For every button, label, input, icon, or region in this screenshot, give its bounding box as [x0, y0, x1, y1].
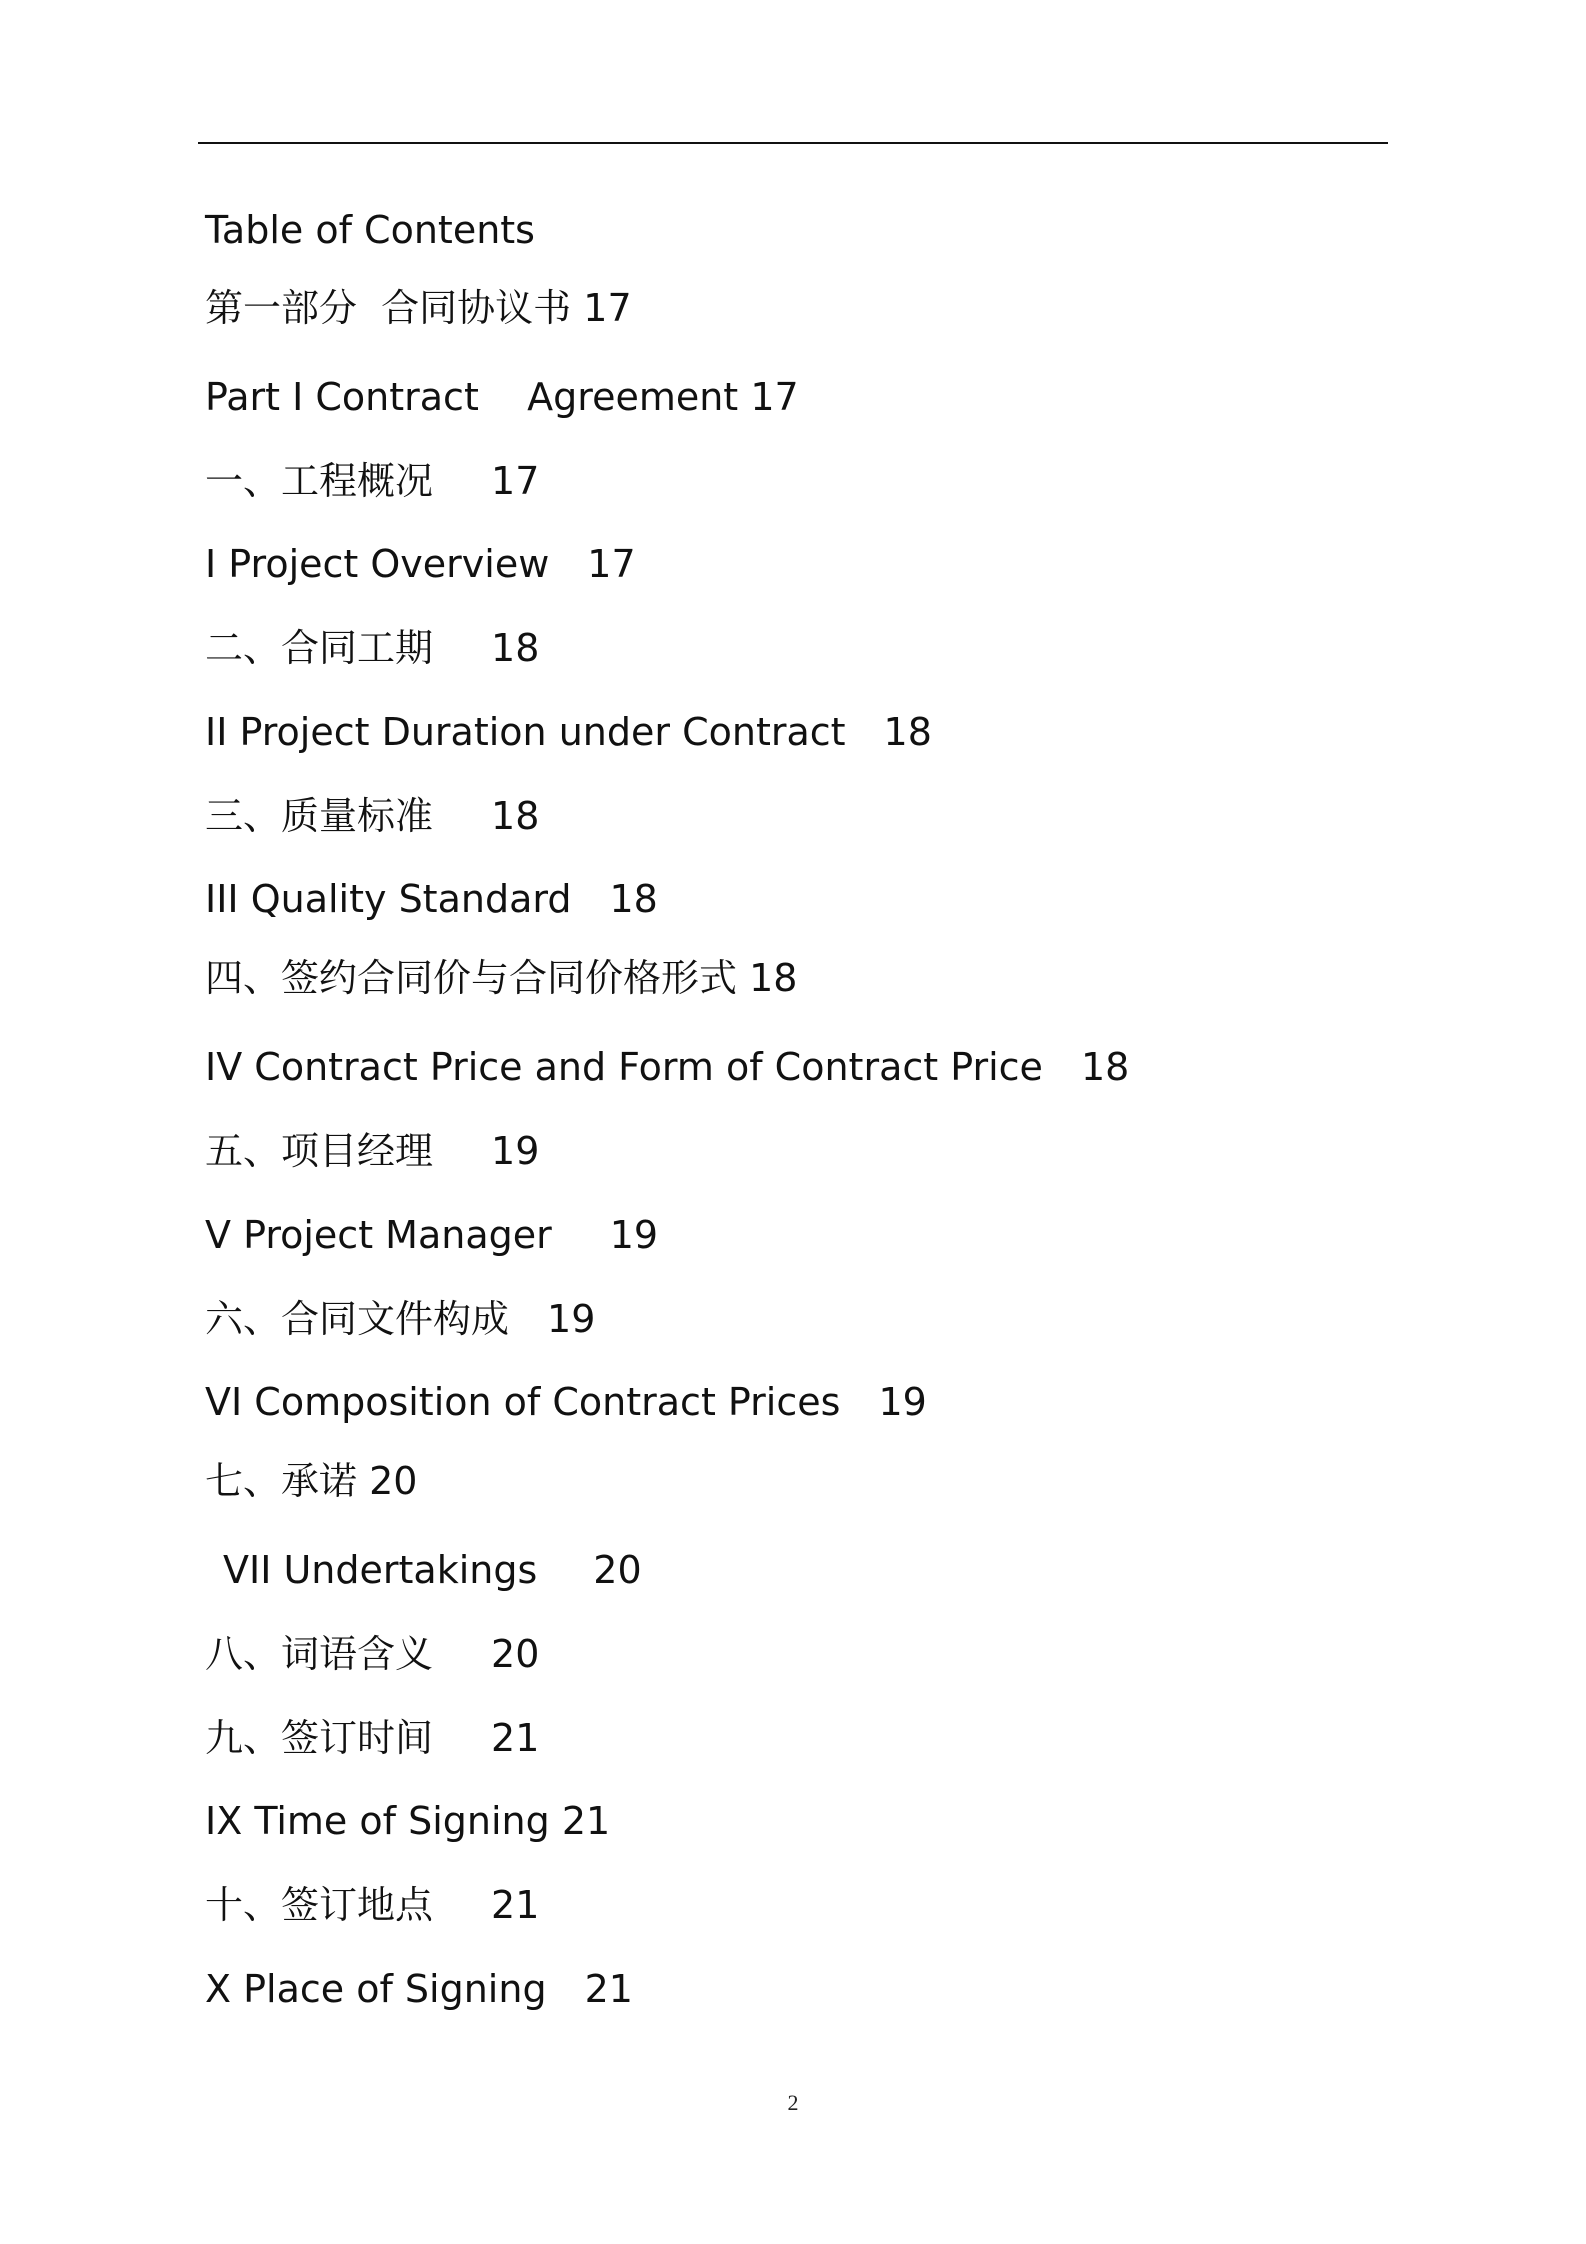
toc-entry-page: 18 [749, 956, 798, 1000]
toc-entry-title: VII Undertakings [223, 1548, 538, 1592]
toc-entry-1-cn[interactable] [205, 457, 539, 505]
toc-entry-page: 21 [561, 1799, 611, 1843]
toc-entry-5-en[interactable] [205, 1211, 658, 1259]
toc-entry-title: 八、词语含义 [205, 1632, 434, 1676]
toc-entry-2-en[interactable] [205, 708, 932, 756]
toc-entry-5-cn[interactable] [205, 1127, 539, 1175]
toc-entry-title: 十、签订地点 [205, 1883, 434, 1927]
toc-entry-page: 19 [878, 1380, 927, 1424]
toc-entry-9-cn[interactable] [205, 1714, 539, 1762]
toc-entry-title: 一、工程概况 [205, 459, 434, 503]
toc-entry-7-en[interactable] [223, 1546, 642, 1594]
toc-entry-1-en[interactable] [205, 540, 636, 588]
toc-entry-title: X Place of Signing [205, 1967, 547, 2011]
toc-entry-page: 18 [491, 626, 540, 670]
toc-entry-title: 四、签约合同价与合同价格形式 [205, 956, 738, 1000]
toc-entry-2-cn[interactable] [205, 624, 539, 672]
toc-entry-8-cn[interactable] [205, 1630, 539, 1678]
toc-entry-page: 20 [491, 1632, 540, 1676]
toc-entry-title: III Quality Standard [205, 877, 572, 921]
toc-entry-7-cn[interactable] [205, 1457, 417, 1505]
toc-entry-6-en[interactable] [205, 1378, 927, 1426]
toc-entry-page: 17 [491, 459, 540, 503]
toc-entry-page: 18 [491, 794, 540, 838]
toc-entry-title: II Project Duration under Contract [205, 710, 846, 754]
toc-entry-part-1-cn[interactable] [205, 284, 632, 332]
toc-entry-6-cn[interactable] [205, 1295, 595, 1343]
toc-entry-title: 九、签订时间 [205, 1716, 434, 1760]
toc-entry-title: 六、合同文件构成 [205, 1297, 510, 1341]
toc-heading: Table of Contents [205, 208, 535, 252]
toc-entry-title: 第一部分 合同协议书 [205, 286, 572, 330]
toc-entry-title: V Project Manager [205, 1213, 552, 1257]
toc-entry-page: 19 [609, 1213, 659, 1257]
toc-entry-title: VI Composition of Contract Prices [205, 1380, 841, 1424]
toc-entry-page: 17 [587, 542, 636, 586]
toc-entry-part-1-en[interactable] [205, 373, 799, 421]
header-rule [198, 142, 1388, 144]
toc-entry-title: 二、合同工期 [205, 626, 434, 670]
toc-entry-page: 17 [750, 375, 799, 419]
toc-entry-page: 21 [491, 1883, 540, 1927]
toc-entry-page: 18 [883, 710, 932, 754]
toc-entry-4-cn[interactable] [205, 954, 797, 1002]
toc-entry-3-cn[interactable] [205, 792, 539, 840]
toc-entry-page: 17 [583, 286, 632, 330]
toc-entry-page: 21 [584, 1967, 633, 2011]
toc-entry-page: 18 [1080, 1045, 1130, 1089]
toc-entry-page: 20 [369, 1459, 418, 1503]
toc-entry-page: 18 [609, 877, 658, 921]
toc-entry-4-en[interactable] [205, 1043, 1129, 1091]
toc-entry-title: IX Time of Signing [205, 1799, 550, 1843]
toc-entry-title: 七、承诺 [205, 1459, 358, 1503]
page-number: 2 [787, 2090, 799, 2115]
toc-entry-page: 20 [593, 1548, 642, 1592]
toc-entry-title: 五、项目经理 [205, 1129, 434, 1173]
toc-entry-3-en[interactable] [205, 875, 658, 923]
toc-entry-title: 三、质量标准 [205, 794, 434, 838]
toc-entry-page: 21 [491, 1716, 540, 1760]
toc-entry-title: I Project Overview [205, 542, 550, 586]
toc-entry-page: 19 [547, 1297, 596, 1341]
toc-entry-title: IV Contract Price and Form of Contract Price [205, 1045, 1043, 1089]
toc-entry-page: 19 [491, 1129, 540, 1173]
toc-entry-10-cn[interactable] [205, 1881, 539, 1929]
toc-entry-9-en[interactable] [205, 1797, 610, 1845]
toc-entry-title: Part I Contract Agreement [205, 375, 739, 419]
toc-entry-10-en[interactable] [205, 1965, 633, 2013]
